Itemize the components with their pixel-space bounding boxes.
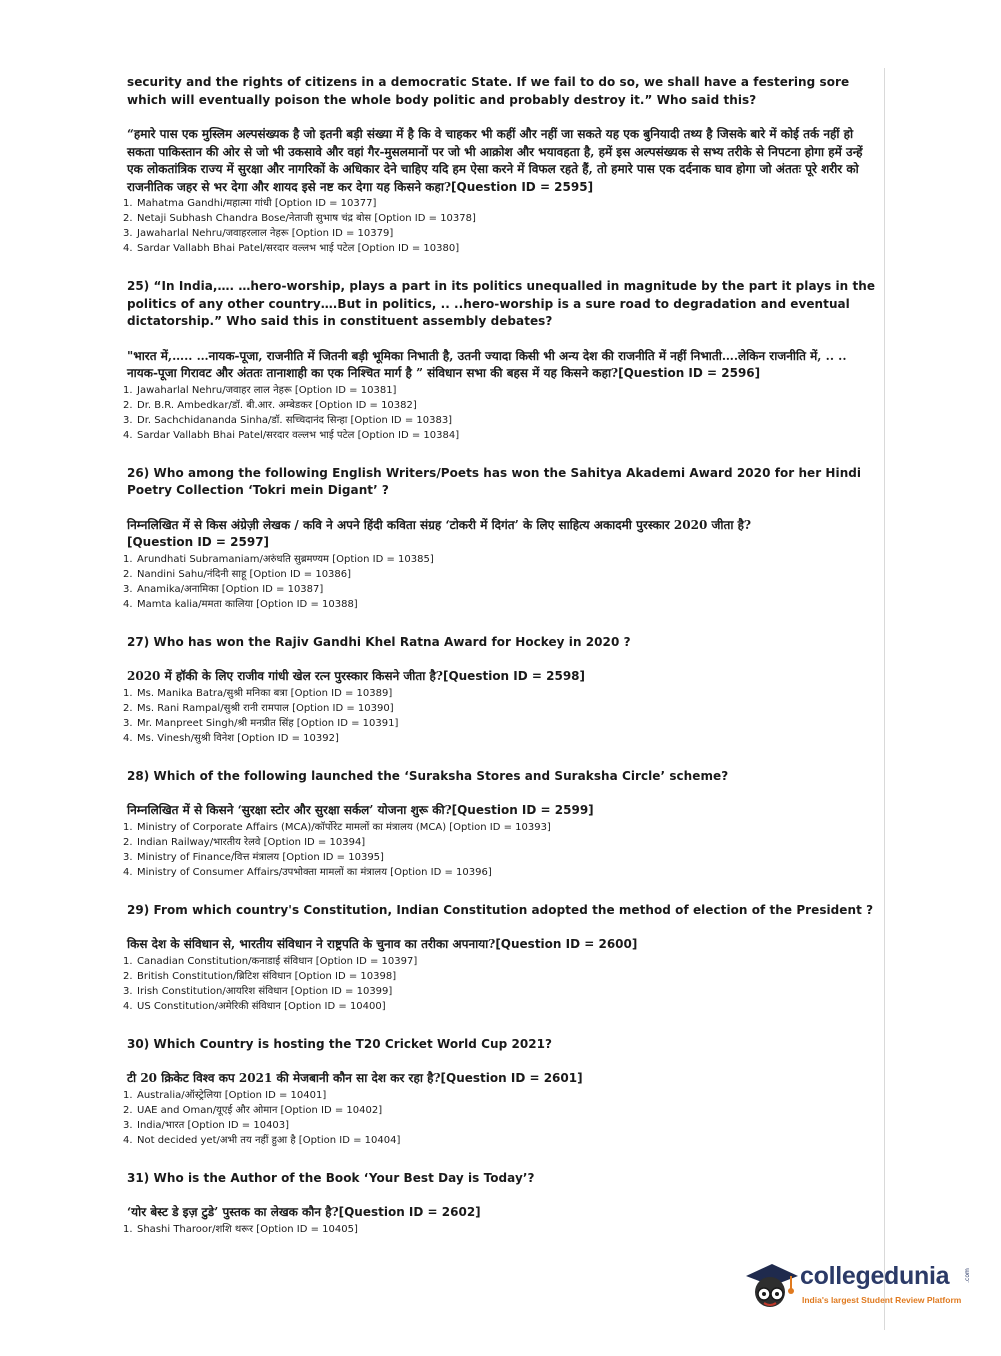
option-item (123, 1088, 879, 1103)
question-text-en: 29) From which country's Constitution, Indian Constitution adopted the method of election of the President ? (127, 902, 874, 917)
question-hindi: ‘योर बेस्ट डे इज़ टुडे’ पुस्तक का लेखक कौन है? (127, 1205, 339, 1219)
question-hindi: 2020 में हॉकी के लिए राजीव गांधी खेल रत्न पुरस्कार किसने जीता है? (127, 669, 443, 683)
question-id: [Question ID = 2599] (451, 803, 594, 817)
option-text: Sardar Vallabh Bhai Patel/सरदार वल्लभ भाई पटेल [Option ID = 10380] (137, 243, 460, 254)
option-number: 3. (123, 1119, 133, 1131)
question-text-hi (127, 802, 879, 820)
option-item (123, 835, 879, 850)
options-list (123, 1222, 879, 1237)
option-text: Jawaharlal Nehru/जवाहर लाल नेहरू [Option ID = 10381] (137, 384, 397, 396)
option-text: Mamta kalia/ममता कालिया [Option ID = 10388] (137, 598, 358, 610)
option-item (123, 196, 879, 211)
option-text: Netaji Subhash Chandra Bose/नेताजी सुभाष चंद्र बोस [Option ID = 10378] (137, 213, 476, 224)
option-item (123, 954, 879, 969)
option-number: 4. (123, 866, 133, 878)
option-text: Ministry of Consumer Affairs/उपभोक्ता मामलों का मंत्रालय [Option ID = 10396] (137, 866, 492, 878)
option-item (123, 413, 879, 428)
option-number: 1. (123, 687, 133, 699)
option-item (123, 1118, 879, 1133)
option-item (123, 701, 879, 716)
question-text-en: 31) Who is the Author of the Book ‘Your Best Day is Today’? (127, 1170, 535, 1185)
option-text: Not decided yet/अभी तय नहीं हुआ है [Option ID = 10404] (137, 1134, 401, 1146)
option-text: Ministry of Corporate Affairs (MCA)/कॉर्पोरेट मामलों का मंत्रालय (MCA) [Option ID = 10393] (137, 821, 551, 833)
mascot-icon (742, 1250, 802, 1310)
option-number: 1. (123, 198, 133, 209)
option-text: Nandini Sahu/नंदिनी साहू [Option ID = 10386] (137, 568, 352, 580)
option-number: 2. (123, 568, 133, 580)
option-number: 4. (123, 1134, 133, 1146)
option-text: Shashi Tharoor/शशि थरूर [Option ID = 10405] (137, 1223, 358, 1235)
question-hindi: “हमारे पास एक मुस्लिम अल्पसंख्यक है जो इतनी बड़ी संख्या में है कि वे चाहकर भी कहीं और नहीं जा सकते यह एक बुनियादी तथ्य है जिसके बारे में कोई तर्क नहीं हो सकता पाकिस्तान की ओर से जो भी उकसावे और वहां गैर-मुसलमानों पर जो भी आक्रोश और भयावहता है, हमें इस अल्पसंख्यक से सभ्य तरीके से निपटना होगा हमें उन्हें एक लोकतांत्रिक राज्य में सुरक्षा और नागरिकों के अधिकार देने चाहिए यदि हम ऐसा करने में विफल रहते हैं, तो हमारे पास एक दर्दनाक घाव होगा जो अंततः पूरे शरीर को राजनीतिक जहर से भर देगा और शायद इसे नष्ट कर देगा यह किसने कहा? (127, 127, 863, 194)
option-item (123, 241, 879, 256)
option-number: 4. (123, 429, 133, 441)
option-item (123, 552, 879, 567)
option-number: 3. (123, 717, 133, 729)
options-list (123, 820, 879, 880)
option-item (123, 969, 879, 984)
option-number: 2. (123, 970, 133, 982)
options-list (123, 954, 879, 1014)
option-number: 2. (123, 213, 133, 224)
page-right-border (884, 68, 885, 1330)
logo-dotcom: .com (963, 1268, 971, 1283)
question-text-en: 25) “In India,…. …hero-worship, plays a part in its politics unequalled in magnitude by the part it plays in the politics of any other country….But in politics, .. ..hero-worship is a sure road to degradation and eventual dictatorship.” Who said this in constituent assembly debates? (127, 279, 876, 328)
question-hindi: किस देश के संविधान से, भारतीय संविधान ने राष्ट्रपति के चुनाव का तरीका अपनाया? (127, 937, 496, 951)
option-number: 1. (123, 955, 133, 967)
question-30 (123, 1036, 879, 1148)
question-hindi: निम्नलिखित में से किस अंग्रेज़ी लेखक / कवि ने अपने हिंदी कविता संग्रह ‘टोकरी में दिगंत’ के लिए साहित्य अकादमी पुरस्कार 2020 जीता है? (127, 517, 752, 532)
question-hindi: "भारत में,….. …नायक-पूजा, राजनीति में जितनी बड़ी भूमिका निभाती है, उतनी ज्यादा किसी भी अन्य देश की राजनीति में नहीं निभाती….लेकिन राजनीति में, .. .. नायक-पूजा गिरावट और अंततः तानाशाही का एक निश्चित मार्ग है ” संविधान सभा की बहस में यह किसने कहा? (127, 348, 847, 380)
logo-brand-name: collegedunia (800, 1262, 950, 1290)
option-item (123, 428, 879, 443)
option-text: Anamika/अनामिका [Option ID = 10387] (137, 583, 324, 595)
option-item (123, 398, 879, 413)
option-number: 3. (123, 414, 133, 426)
option-text: Jawaharlal Nehru/जवाहरलाल नेहरू [Option ID = 10379] (137, 228, 394, 239)
option-item (123, 226, 879, 241)
option-item (123, 984, 879, 999)
question-26 (123, 465, 879, 612)
option-text: US Constitution/अमेरिकी संविधान [Option ID = 10400] (137, 1000, 386, 1012)
option-text: Arundhati Subramaniam/अरुंधति सुब्रमण्यम [Option ID = 10385] (137, 553, 434, 565)
option-number: 4. (123, 732, 133, 744)
option-text: Dr. Sachchidananda Sinha/डॉ. सच्चिदानंद सिन्हा [Option ID = 10383] (137, 414, 453, 426)
option-item (123, 1133, 879, 1148)
option-number: 3. (123, 583, 133, 595)
option-item (123, 567, 879, 582)
question-text-en: 28) Which of the following launched the ‘Suraksha Stores and Suraksha Circle’ scheme? (127, 768, 729, 783)
question-id: [Question ID = 2600] (495, 937, 638, 951)
question-text-en: 30) Which Country is hosting the T20 Cricket World Cup 2021? (127, 1036, 553, 1051)
option-text: Ministry of Finance/वित्त मंत्रालय [Option ID = 10395] (137, 851, 384, 863)
question-id: [Question ID = 2601] (440, 1071, 583, 1085)
question-text-hi (127, 126, 879, 196)
option-item (123, 211, 879, 226)
option-text: UAE and Oman/यूएई और ओमान [Option ID = 10402] (137, 1104, 383, 1116)
option-text: Ms. Vinesh/सुश्री विनेश [Option ID = 10392] (137, 732, 339, 744)
question-text-en: 27) Who has won the Rajiv Gandhi Khel Ratna Award for Hockey in 2020 ? (127, 634, 631, 649)
question-text-en: security and the rights of citizens in a democratic State. If we fail to do so, we shall have a festering sore which will eventually poison the whole body politic and probably destroy it.” Who said this? (127, 75, 850, 107)
option-number: 2. (123, 702, 133, 714)
options-list (123, 686, 879, 746)
option-text: British Constitution/ब्रिटिश संविधान [Option ID = 10398] (137, 970, 397, 982)
option-number: 3. (123, 985, 133, 997)
option-text: Australia/ऑस्ट्रेलिया [Option ID = 10401] (137, 1089, 327, 1101)
option-item (123, 597, 879, 612)
option-text: Irish Constitution/आयरिश संविधान [Option ID = 10399] (137, 985, 393, 997)
option-number: 1. (123, 821, 133, 833)
options-list (123, 383, 879, 443)
question-29 (123, 902, 879, 1014)
option-number: 4. (123, 243, 133, 254)
question-id: [Question ID = 2598] (442, 669, 585, 683)
question-text-hi (127, 668, 879, 686)
option-item (123, 820, 879, 835)
option-item (123, 582, 879, 597)
question-paper (123, 74, 879, 1259)
option-text: Sardar Vallabh Bhai Patel/सरदार वल्लभ भाई पटेल [Option ID = 10384] (137, 429, 460, 441)
options-list (123, 1088, 879, 1148)
option-item (123, 383, 879, 398)
question-text-hi (127, 1204, 879, 1222)
option-text: Dr. B.R. Ambedkar/डॉ. बी.आर. अम्बेडकर [Option ID = 10382] (137, 399, 417, 411)
question-31 (123, 1170, 879, 1237)
option-item (123, 999, 879, 1014)
option-text: Ms. Rani Rampal/सुश्री रानी रामपाल [Option ID = 10390] (137, 702, 394, 714)
question-28 (123, 768, 879, 880)
option-item (123, 1222, 879, 1237)
question-id: [Question ID = 2602] (338, 1205, 481, 1219)
question-hindi: निम्नलिखित में से किसने ‘सुरक्षा स्टोर और सुरक्षा सर्कल’ योजना शुरू की? (127, 803, 452, 817)
question-text-en: 26) Who among the following English Writers/Poets has won the Sahitya Akademi Award 2020 for her Hindi Poetry Collection ‘Tokri mein Digant’ ? (127, 465, 862, 497)
option-text: Mr. Manpreet Singh/श्री मनप्रीत सिंह [Option ID = 10391] (137, 717, 399, 729)
options-list (123, 196, 879, 256)
option-item (123, 731, 879, 746)
collegedunia-logo[interactable] (742, 1250, 972, 1310)
question-25 (123, 278, 879, 443)
option-number: 2. (123, 399, 133, 411)
option-item (123, 850, 879, 865)
logo-tagline: India's largest Student Review Platform (802, 1295, 962, 1305)
option-number: 3. (123, 228, 133, 239)
question-text-hi (127, 936, 879, 954)
option-number: 1. (123, 1223, 133, 1235)
question-intro (123, 74, 879, 256)
option-number: 3. (123, 851, 133, 863)
question-id: [Question ID = 2597] (127, 535, 270, 549)
option-text: India/भारत [Option ID = 10403] (137, 1119, 290, 1131)
option-item (123, 686, 879, 701)
option-number: 1. (123, 1089, 133, 1101)
option-text: Mahatma Gandhi/महात्मा गांधी [Option ID = 10377] (137, 198, 377, 209)
option-number: 4. (123, 598, 133, 610)
option-number: 2. (123, 836, 133, 848)
question-id: [Question ID = 2596] (618, 366, 761, 380)
option-number: 1. (123, 553, 133, 565)
options-list (123, 552, 879, 612)
option-text: Indian Railway/भारतीय रेलवे [Option ID = 10394] (137, 836, 366, 848)
question-text-hi (127, 348, 879, 383)
option-item (123, 865, 879, 880)
question-hindi: टी 20 क्रिकेट विश्व कप 2021 की मेजबानी कौन सा देश कर रहा है? (127, 1071, 441, 1085)
question-id: [Question ID = 2595] (451, 179, 594, 194)
question-text-hi (127, 517, 879, 552)
option-text: Canadian Constitution/कनाडाई संविधान [Option ID = 10397] (137, 955, 418, 967)
question-27 (123, 634, 879, 746)
option-number: 4. (123, 1000, 133, 1012)
question-text-hi (127, 1070, 879, 1088)
option-item (123, 1103, 879, 1118)
option-item (123, 716, 879, 731)
option-number: 1. (123, 384, 133, 396)
option-text: Ms. Manika Batra/सुश्री मनिका बत्रा [Option ID = 10389] (137, 687, 393, 699)
option-number: 2. (123, 1104, 133, 1116)
